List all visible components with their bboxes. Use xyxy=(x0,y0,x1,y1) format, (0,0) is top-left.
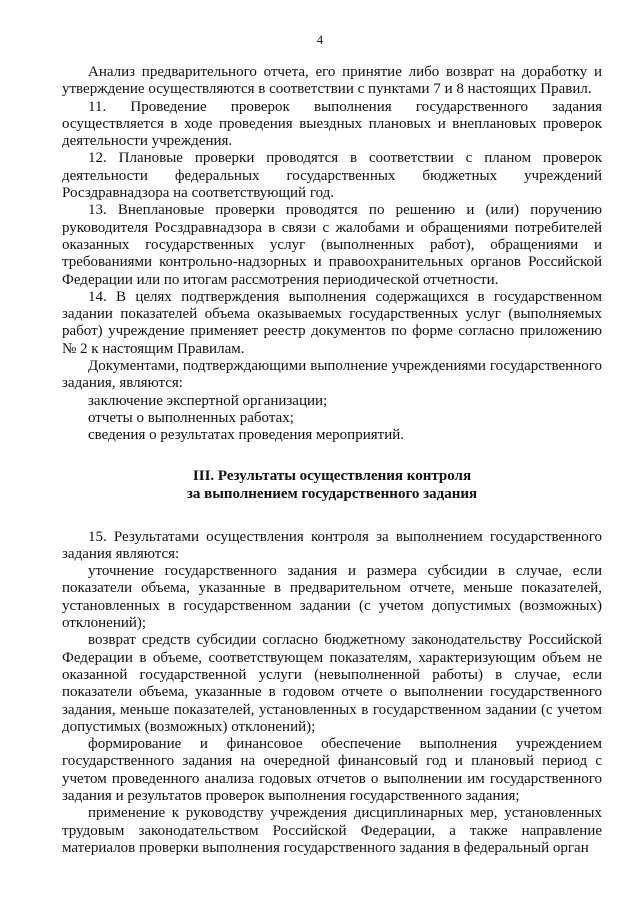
section-heading-line-2: за выполнением государственного задания xyxy=(186,485,478,502)
paragraph-11: 11. Проведение проверок выполнения государственного задания осуществляется в ходе проведения выездных плановых и внеплановых проверок деятельности учреждения. xyxy=(62,98,602,150)
section-heading xyxy=(62,467,602,503)
paragraph-14: 14. В целях подтверждения выполнения содержащихся в государственном задании показателей объема оказываемых государственных услуг (выполняемых работ) учреждение применяет реестр документов по форме согласно приложению № 2 к настоящим Правилам. xyxy=(62,288,602,357)
list-item-work-reports: отчеты о выполненных работах; xyxy=(88,409,294,426)
paragraph-subsidy-return: возврат средств субсидии согласно бюджетному законодательству Российской Федерации в объеме, соответствующем показателям, характеризующим объем не оказанной государственной услуги (невыполненной работы) в случае, если показатели объема, указанные в годовом отчете о выполнении государственного задания, меньше показателей, установленных в государственном задании (с учетом допустимых (возможных) отклонений); xyxy=(62,632,602,735)
document-body xyxy=(62,64,602,857)
paragraph-disciplinary-measures: применение к руководству учреждения дисциплинарных мер, установленных трудовым законодательством Российской Федерации, а также направление материалов проверки выполнения государственного задания в федеральный орган xyxy=(62,805,602,856)
list-item-expert-conclusion: заключение экспертной организации; xyxy=(88,392,328,409)
paragraph-task-clarification: уточнение государственного задания и размера субсидии в случае, если показатели объема, указанные в предварительном отчете, меньше показателей, установленных в государственном задании (с учетом допустимых (возможных) отклонений); xyxy=(62,563,602,632)
paragraph-funding: формирование и финансовое обеспечение выполнения учреждением государственного задания на очередной финансовый год и плановый период с учетом проведенного анализа годовых отчетов о выполнении им государственного задания и результатов проверок выполнения государственного задания; xyxy=(62,736,602,804)
paragraph-12: 12. Плановые проверки проводятся в соответствии с планом проверок деятельности федеральных государственных бюджетных учреждений Росздравнадзора на соответствующий год. xyxy=(62,150,602,202)
paragraph-15: 15. Результатами осуществления контроля за выполнением государственного задания являются: xyxy=(62,528,602,562)
section-heading-line-1: III. Результаты осуществления контроля xyxy=(192,467,472,484)
page-number: 4 xyxy=(316,33,324,47)
list-item-event-results: сведения о результатах проведения мероприятий. xyxy=(88,427,404,444)
paragraph-13: 13. Внеплановые проверки проводятся по решению и (или) поручению руководителя Росздравнадзора в связи с жалобами и обращениями потребителей оказанных государственных услуг (выполненных работ), обращениями и требованиями контрольно-надзорных и правоохранительных органов Российской Федерации или по итогам рассмотрения периодической отчетности. xyxy=(62,202,602,288)
paragraph-analysis: Анализ предварительного отчета, его принятие либо возврат на доработку и утверждение осуществляются в соответствии с пунктами 7 и 8 настоящих Правил. xyxy=(62,64,602,98)
paragraph-documents-intro: Документами, подтверждающими выполнение учреждениями государственного задания, являются: xyxy=(62,358,602,392)
